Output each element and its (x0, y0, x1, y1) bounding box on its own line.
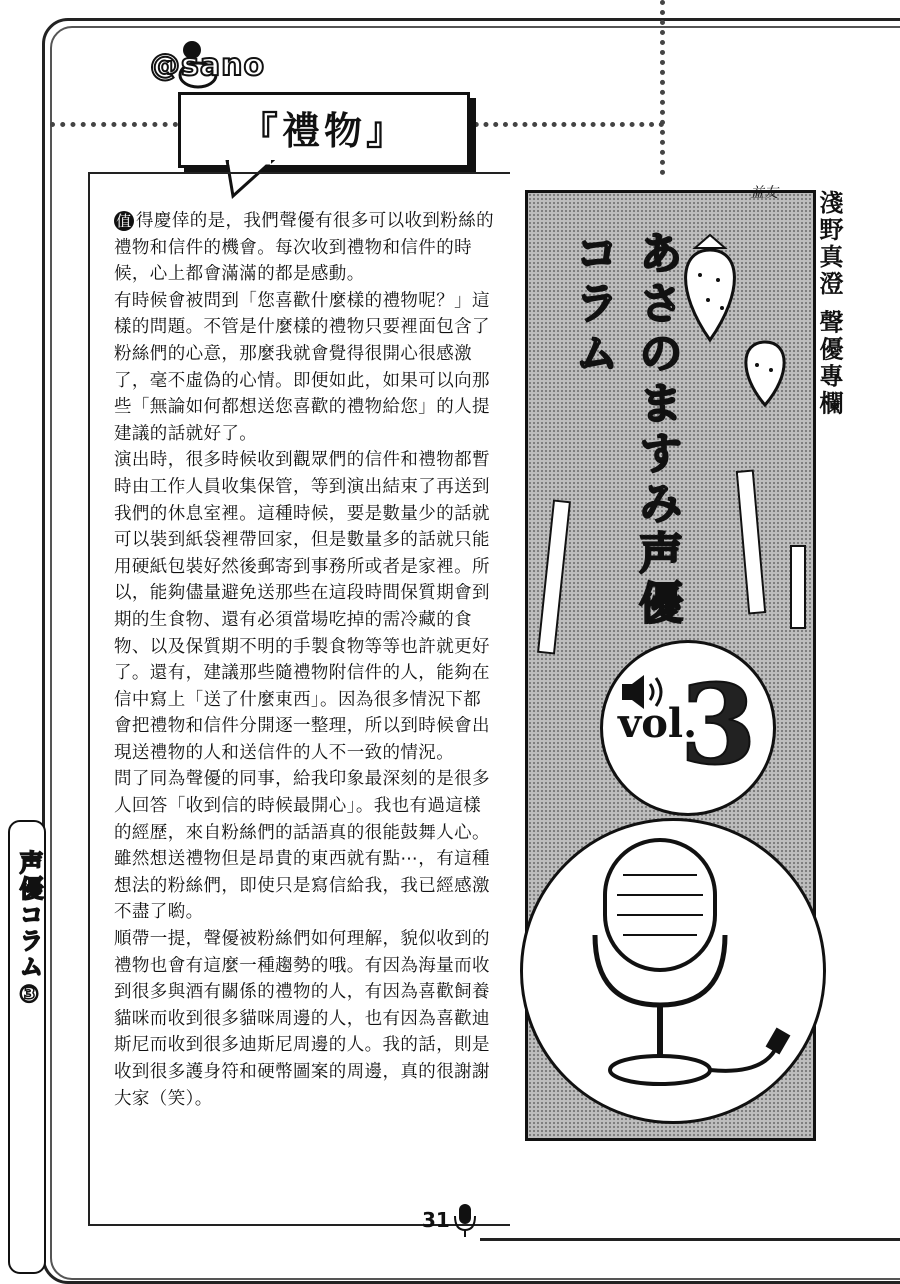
dropcap: 值 (114, 211, 134, 231)
dotted-rule-left (50, 122, 178, 127)
signature: 益友 (750, 185, 778, 201)
page-title: 『禮物』 (239, 108, 408, 153)
page-mic-icon (450, 1200, 480, 1240)
paragraph-5: 順帶一提，聲優被粉絲們如何理解，貌似收到的禮物也會有這麼一種趨勢的哦。有因為海量而收到很多與酒有關係的禮物的人，有因為喜歡飼養貓咪而收到很多貓咪周邊的人，也有因為喜歡迪斯尼而收到很多迪斯尼周邊的人。我的話，則是收到很多護身符和硬幣圖案的周邊，真的很謝謝大家（笑）。 (114, 929, 490, 1109)
vol-number: 3 (680, 660, 757, 789)
dotted-rule-right (464, 122, 664, 127)
dotted-rule-vertical (660, 0, 665, 175)
banner-title: あさのますみ声優コラム (567, 230, 682, 630)
paragraph-1: 值 得慶倖的是，我們聲優有很多可以收到粉絲的禮物和信件的機會。每次收到禮物和信件的時候，心上都會滿滿的都是感動。 (114, 211, 494, 285)
bottom-rule (480, 1238, 900, 1241)
author-label: 淺野真澄 聲優專欄 (815, 190, 843, 418)
paragraph-2: 有時候會被問到「您喜歡什麼樣的禮物呢？」這樣的問題。不管是什麼樣的禮物只要裡面包含了粉絲們的心意，那麼我就會覺得很開心很感激了，毫不虛偽的心情。即便如此，如果可以向那些「無論如何都想送您喜歡的禮物給您」的人提建議的話就好了。 (114, 290, 490, 444)
page-number: 31 (422, 1208, 450, 1232)
logo-text: @sano (150, 48, 266, 83)
vol-label: vol. (618, 700, 698, 747)
banner-strip (790, 545, 806, 629)
paragraph-3: 演出時，很多時候收到觀眾們的信件和禮物都暫時由工作人員收集保管，等到演出結束了再送到我們的休息室裡。這種時候，要是數量少的話就可以裝到紙袋裡帶回家，但是數量多的話就只能用硬紙包裝好然後郵寄到事務所或者是家裡。所以，能夠儘量避免送那些在這段時間保質期會到期的生食物、還有必須當場吃掉的需冷藏的食物、以及保質期不明的手製食物等等也許就更好了。還有，建議那些隨禮物附信件的人，能夠在信中寫上「送了什麼東西」。因為很多情況下都會把禮物和信件分開逐一整理，所以到時候會出現送禮物的人和送信件的人不一致的情況。 (114, 450, 490, 763)
strawberry-small-icon (735, 330, 795, 410)
column-body (114, 208, 499, 1112)
paragraph-4: 問了同為聲優的同事，給我印象最深刻的是很多人回答「收到信的時候最開心」。我也有過這樣的經歷，來自粉絲們的話語真的很能鼓舞人心。雖然想送禮物但是昂貴的東西就有點⋯，有這種想法的粉絲們，即使只是寫信給我，我已經感激不盡了喲。 (114, 769, 490, 923)
side-tab-label: 声優コラム③ (15, 850, 43, 1010)
microphone-icon (575, 835, 805, 1105)
